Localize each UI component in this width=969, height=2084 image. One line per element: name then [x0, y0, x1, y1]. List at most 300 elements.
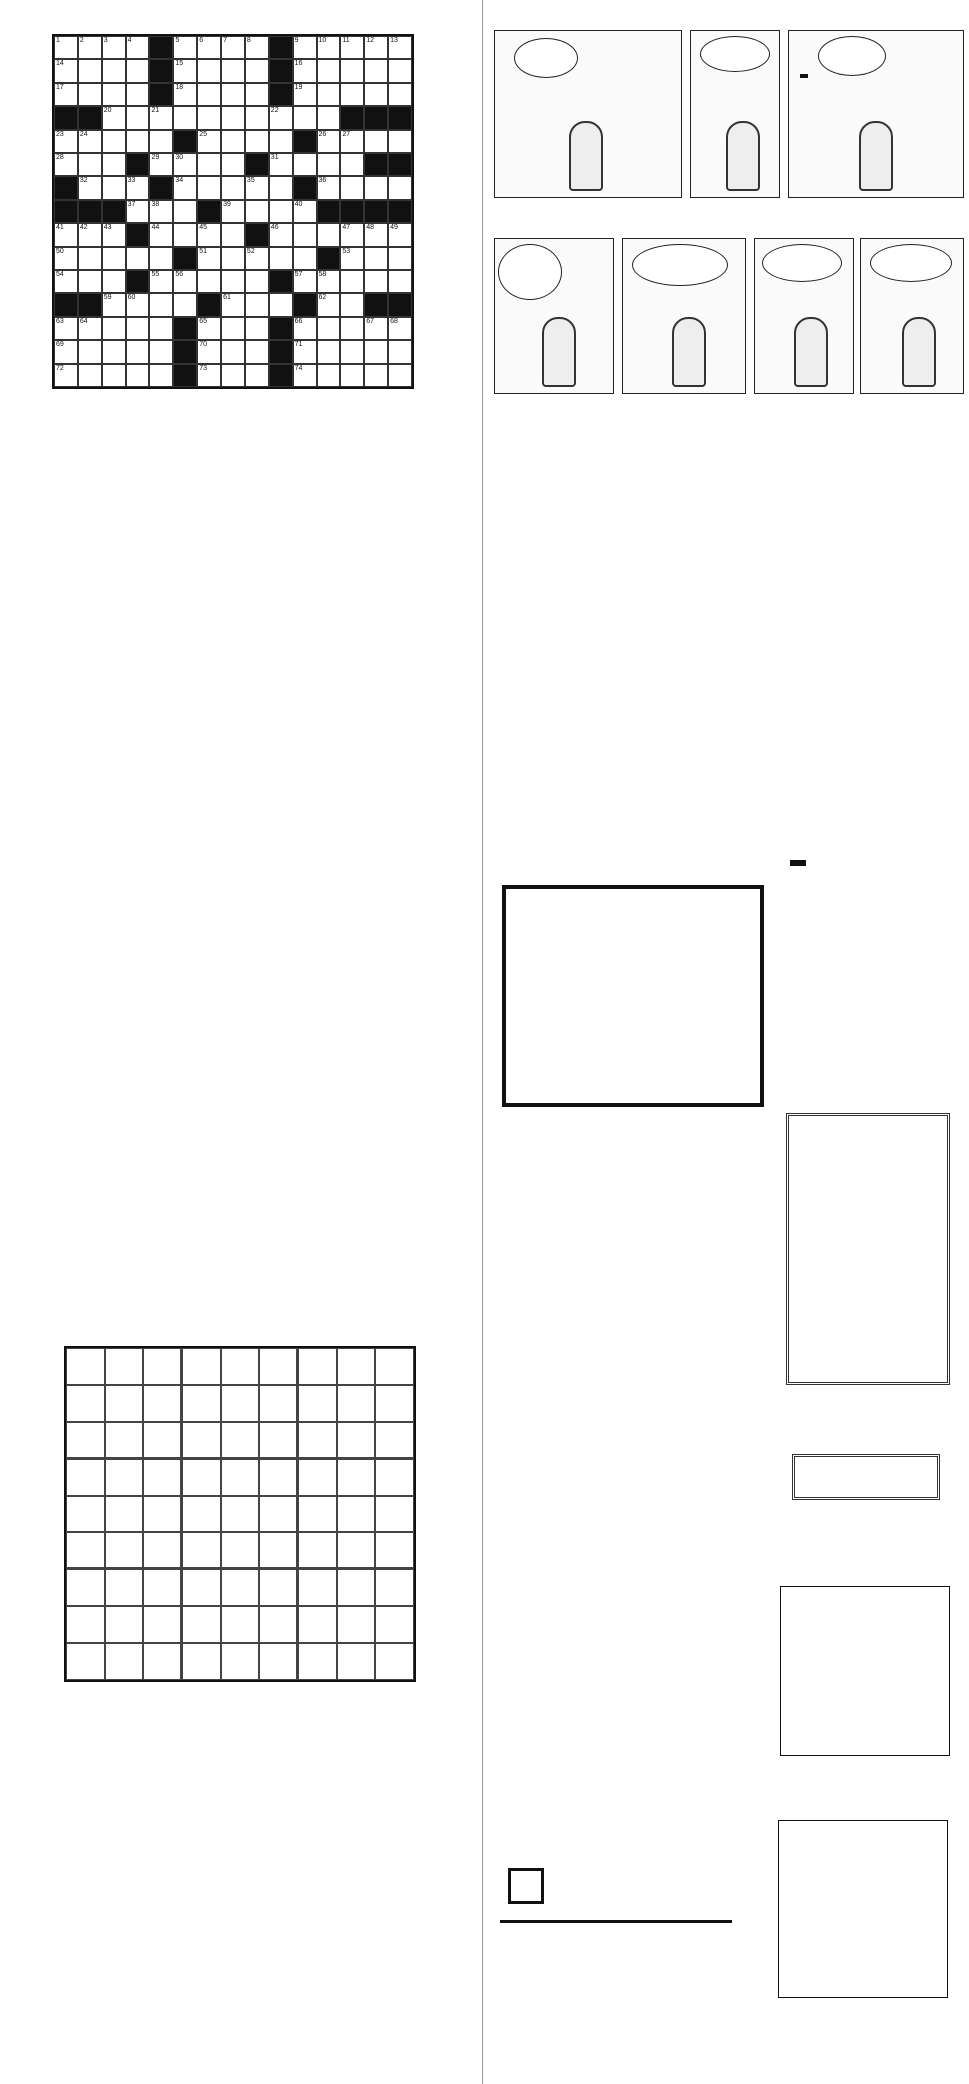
crossword-cell[interactable]	[293, 364, 317, 387]
crossword-cell[interactable]	[173, 83, 197, 106]
speech-bubble	[514, 38, 578, 78]
sudoku-cell[interactable]	[221, 1348, 260, 1385]
sudoku-cell[interactable]	[66, 1532, 105, 1569]
crossword-cell[interactable]	[340, 59, 364, 82]
crossword-cell[interactable]	[102, 340, 126, 363]
crossword-cell[interactable]	[245, 293, 269, 316]
sudoku-cell[interactable]	[221, 1496, 260, 1533]
sudoku-cell[interactable]	[259, 1569, 298, 1606]
crossword-clue-number: 62	[318, 294, 327, 302]
comic-character	[542, 317, 576, 387]
crossword-cell[interactable]	[54, 340, 78, 363]
crossword-cell[interactable]	[221, 340, 245, 363]
crossword-cell[interactable]	[293, 83, 317, 106]
comics-section	[494, 0, 964, 660]
crossword-clue-number: 22	[270, 107, 279, 115]
crossword-cell[interactable]	[54, 270, 78, 293]
crossword-cell[interactable]	[293, 317, 317, 340]
sudoku-cell[interactable]	[259, 1643, 298, 1680]
crossword-cell[interactable]	[102, 270, 126, 293]
sudoku-cell[interactable]	[298, 1643, 337, 1680]
sudoku-cell[interactable]	[143, 1385, 182, 1422]
crossword-cell[interactable]	[388, 247, 412, 270]
crossword-cell[interactable]	[173, 270, 197, 293]
crossword-cell[interactable]	[54, 83, 78, 106]
crossword-cell[interactable]	[317, 176, 341, 199]
crossword-cell[interactable]	[102, 153, 126, 176]
sudoku-cell[interactable]	[143, 1422, 182, 1459]
crossword-cell[interactable]	[245, 317, 269, 340]
crossword-cell[interactable]	[269, 153, 293, 176]
crossword-cell[interactable]	[340, 176, 364, 199]
crossword-cell[interactable]	[197, 59, 221, 82]
crossword-cell[interactable]	[197, 176, 221, 199]
sudoku-cell[interactable]	[66, 1348, 105, 1385]
crossword-cell[interactable]	[293, 223, 317, 246]
crossword-cell[interactable]	[245, 106, 269, 129]
sudoku-cell[interactable]	[182, 1496, 221, 1533]
crossword-clue-number: 33	[127, 177, 136, 185]
crossword-clue-number: 24	[79, 130, 88, 138]
crossword-cell[interactable]	[102, 317, 126, 340]
crossword-cell[interactable]	[102, 36, 126, 59]
crossword-cell[interactable]	[126, 130, 150, 153]
sudoku-cell[interactable]	[298, 1385, 337, 1422]
crossword-cell[interactable]	[317, 340, 341, 363]
crossword-cell[interactable]	[102, 364, 126, 387]
sudoku-cell[interactable]	[337, 1569, 376, 1606]
crossword-cell[interactable]	[221, 247, 245, 270]
sudoku-cell[interactable]	[375, 1496, 414, 1533]
crossword-cell[interactable]	[340, 270, 364, 293]
crossword-cell[interactable]	[221, 106, 245, 129]
sudoku-cell[interactable]	[221, 1606, 260, 1643]
crossword-cell[interactable]	[221, 59, 245, 82]
crossword-cell[interactable]	[269, 106, 293, 129]
crossword-clue-number: 10	[318, 37, 327, 44]
sudoku-cell[interactable]	[221, 1385, 260, 1422]
sudoku-cell[interactable]	[298, 1459, 337, 1496]
crossword-clue-number: 17	[56, 83, 64, 91]
crossword-cell[interactable]	[388, 364, 412, 387]
sudoku-cell[interactable]	[182, 1459, 221, 1496]
crossword-cell[interactable]	[364, 247, 388, 270]
crossword-cell[interactable]	[340, 317, 364, 340]
crossword-cell[interactable]	[245, 176, 269, 199]
crossword-cell[interactable]	[388, 83, 412, 106]
crossword-black-cell	[293, 130, 317, 153]
sudoku-cell[interactable]	[143, 1459, 182, 1496]
sudoku-cell[interactable]	[66, 1459, 105, 1496]
sudoku-cell[interactable]	[143, 1606, 182, 1643]
sudoku-cell[interactable]	[182, 1606, 221, 1643]
sudoku-cell[interactable]	[221, 1459, 260, 1496]
crossword-cell[interactable]	[126, 364, 150, 387]
crossword-cell[interactable]	[245, 247, 269, 270]
crossword-cell[interactable]	[388, 317, 412, 340]
crossword-black-cell	[54, 106, 78, 129]
crossword-cell[interactable]	[149, 247, 173, 270]
sudoku-cell[interactable]	[337, 1422, 376, 1459]
crossword-cell[interactable]	[78, 340, 102, 363]
sudoku-cell[interactable]	[143, 1569, 182, 1606]
sudoku-cell[interactable]	[105, 1385, 144, 1422]
crossword-cell[interactable]	[173, 200, 197, 223]
sudoku-cell[interactable]	[182, 1532, 221, 1569]
crossword-cell[interactable]	[197, 130, 221, 153]
sudoku-cell[interactable]	[105, 1496, 144, 1533]
crossword-cell[interactable]	[293, 36, 317, 59]
sudoku-cell[interactable]	[375, 1385, 414, 1422]
crossword-cell[interactable]	[102, 223, 126, 246]
crossword-clue-number: 14	[56, 60, 64, 68]
crossword-black-cell	[364, 293, 388, 316]
crossword-clue-number: 9	[294, 37, 299, 44]
sudoku-cell[interactable]	[66, 1569, 105, 1606]
crossword-clue-number: 47	[342, 224, 351, 232]
crossword-cell[interactable]	[317, 106, 341, 129]
crossword-cell[interactable]	[126, 247, 150, 270]
crossword-black-cell	[78, 106, 102, 129]
sudoku-cell[interactable]	[105, 1532, 144, 1569]
crossword-cell[interactable]	[364, 59, 388, 82]
crossword-cell[interactable]	[221, 200, 245, 223]
sudoku-cell[interactable]	[221, 1422, 260, 1459]
crossword-cell[interactable]	[364, 364, 388, 387]
crossword-cell[interactable]	[149, 106, 173, 129]
crossword-clue-number: 32	[79, 177, 88, 185]
crossword-cell[interactable]	[340, 83, 364, 106]
crossword-cell[interactable]	[364, 340, 388, 363]
crossword-cell[interactable]	[126, 59, 150, 82]
crossword-cell[interactable]	[221, 83, 245, 106]
crossword-cell[interactable]	[126, 83, 150, 106]
crossword-cell[interactable]	[54, 36, 78, 59]
crossword-clue-number: 66	[294, 317, 303, 325]
crossword-cell[interactable]	[149, 130, 173, 153]
crossword-cell[interactable]	[340, 247, 364, 270]
crossword-cell[interactable]	[364, 223, 388, 246]
sudoku-cell[interactable]	[259, 1496, 298, 1533]
crossword-cell[interactable]	[78, 176, 102, 199]
crossword-cell[interactable]	[317, 153, 341, 176]
crossword-cell[interactable]	[149, 364, 173, 387]
crossword-cell[interactable]	[78, 223, 102, 246]
crossword-cell[interactable]	[340, 293, 364, 316]
crossword-clue-number: 63	[56, 317, 64, 325]
crossword-cell[interactable]	[149, 153, 173, 176]
sudoku-cell[interactable]	[259, 1422, 298, 1459]
crossword-clue-number: 61	[223, 294, 231, 302]
comic-label	[800, 74, 808, 78]
crossword-cell[interactable]	[293, 153, 317, 176]
crossword-cell[interactable]	[221, 364, 245, 387]
sudoku-cell[interactable]	[143, 1532, 182, 1569]
crossword-cell[interactable]	[221, 153, 245, 176]
crossword-cell[interactable]	[269, 200, 293, 223]
crossword-cell[interactable]	[102, 293, 126, 316]
crossword-cell[interactable]	[197, 364, 221, 387]
numerograma-grid[interactable]	[786, 1113, 950, 1385]
sudoku-grid[interactable]	[64, 1346, 416, 1682]
crossword-cell[interactable]	[126, 106, 150, 129]
crossword-clue-number: 42	[79, 224, 88, 232]
sudoku-cell[interactable]	[337, 1606, 376, 1643]
crossword-cell[interactable]	[245, 200, 269, 223]
sudoku-cell[interactable]	[105, 1606, 144, 1643]
crossword-cell[interactable]	[317, 293, 341, 316]
crossword-cell[interactable]	[340, 153, 364, 176]
crossword-cell[interactable]	[149, 223, 173, 246]
sudoku-cell[interactable]	[259, 1348, 298, 1385]
crossword-cell[interactable]	[197, 106, 221, 129]
crossword-cell[interactable]	[126, 36, 150, 59]
crossword-cell[interactable]	[54, 247, 78, 270]
crossword-cell[interactable]	[197, 317, 221, 340]
sudoku-cell[interactable]	[337, 1496, 376, 1533]
crossword-grid[interactable]	[52, 34, 414, 389]
crossword-cell[interactable]	[293, 270, 317, 293]
crossword-cell[interactable]	[221, 176, 245, 199]
crossword-cell[interactable]	[317, 130, 341, 153]
crossword-cell[interactable]	[221, 36, 245, 59]
crossword-cell[interactable]	[293, 59, 317, 82]
crossword-cell[interactable]	[78, 153, 102, 176]
sudoku-cell[interactable]	[105, 1422, 144, 1459]
crossword-cell[interactable]	[149, 270, 173, 293]
crossword-cell[interactable]	[221, 293, 245, 316]
crossword-cell[interactable]	[317, 83, 341, 106]
sudoku-cell[interactable]	[66, 1606, 105, 1643]
crossword-cell[interactable]	[197, 270, 221, 293]
crossword-cell[interactable]	[388, 36, 412, 59]
crossword-cell[interactable]	[293, 247, 317, 270]
sudoku-cell[interactable]	[143, 1496, 182, 1533]
crossword-cell[interactable]	[78, 36, 102, 59]
crossword-cell[interactable]	[317, 59, 341, 82]
sudoku-cell[interactable]	[298, 1348, 337, 1385]
crossword-cell[interactable]	[340, 364, 364, 387]
sudoku-cell[interactable]	[105, 1643, 144, 1680]
sudoku-cell[interactable]	[337, 1385, 376, 1422]
crossword-cell[interactable]	[54, 153, 78, 176]
crossword-cell[interactable]	[269, 176, 293, 199]
crossword-cell[interactable]	[54, 59, 78, 82]
crossword-black-cell	[126, 223, 150, 246]
crossword-cell[interactable]	[54, 223, 78, 246]
crossword-black-cell	[269, 59, 293, 82]
crossword-cell[interactable]	[78, 364, 102, 387]
sudoku-cell[interactable]	[298, 1496, 337, 1533]
crossword-cell[interactable]	[197, 36, 221, 59]
crossword-black-cell	[126, 270, 150, 293]
crossword-cell[interactable]	[173, 176, 197, 199]
sudoku-cell[interactable]	[259, 1459, 298, 1496]
crossword-cell[interactable]	[197, 340, 221, 363]
crossword-cell[interactable]	[221, 270, 245, 293]
sudoku-cell[interactable]	[182, 1569, 221, 1606]
crossword-cell[interactable]	[173, 153, 197, 176]
sudoku-cell[interactable]	[182, 1422, 221, 1459]
sudoku-cell[interactable]	[221, 1643, 260, 1680]
crossword-cell[interactable]	[197, 247, 221, 270]
sudoku-cell[interactable]	[375, 1569, 414, 1606]
crossword-cell[interactable]	[221, 130, 245, 153]
crossword-cell[interactable]	[149, 317, 173, 340]
sudoku-cell[interactable]	[182, 1385, 221, 1422]
crossword-cell[interactable]	[245, 59, 269, 82]
crossword-cell[interactable]	[78, 130, 102, 153]
crossword-cell[interactable]	[173, 106, 197, 129]
crossword-cell[interactable]	[317, 364, 341, 387]
crossword-cell[interactable]	[221, 317, 245, 340]
crossword-cell[interactable]	[388, 223, 412, 246]
crossword-cell[interactable]	[78, 83, 102, 106]
crossword-cell[interactable]	[364, 83, 388, 106]
crossword-cell[interactable]	[293, 106, 317, 129]
crossword-black-cell	[54, 293, 78, 316]
crossword-cell[interactable]	[197, 83, 221, 106]
crossword-cell[interactable]	[221, 223, 245, 246]
crossword-cell[interactable]	[364, 317, 388, 340]
sudoku-cell[interactable]	[105, 1459, 144, 1496]
sudoku-cell[interactable]	[375, 1532, 414, 1569]
crossword-cell[interactable]	[78, 270, 102, 293]
sudoku-cell[interactable]	[375, 1422, 414, 1459]
crossword-cell[interactable]	[173, 59, 197, 82]
crossword-cell[interactable]	[102, 176, 126, 199]
crossword-cell[interactable]	[340, 340, 364, 363]
crossword-cell[interactable]	[102, 106, 126, 129]
sudoku-cell[interactable]	[337, 1532, 376, 1569]
crossword-cell[interactable]	[173, 223, 197, 246]
crossword-cell[interactable]	[364, 270, 388, 293]
sudoku-cell[interactable]	[337, 1459, 376, 1496]
crossword-cell[interactable]	[102, 247, 126, 270]
crossword-cell[interactable]	[269, 247, 293, 270]
crossword-cell[interactable]	[245, 36, 269, 59]
crossword-cell[interactable]	[54, 130, 78, 153]
crossword-cell[interactable]	[388, 59, 412, 82]
crossword-cell[interactable]	[269, 223, 293, 246]
crossword-cell[interactable]	[126, 340, 150, 363]
sudoku-cell[interactable]	[143, 1643, 182, 1680]
sudoku-cell[interactable]	[66, 1643, 105, 1680]
crossword-cell[interactable]	[293, 340, 317, 363]
plus-sign	[508, 1868, 544, 1904]
sudoku-cell[interactable]	[182, 1643, 221, 1680]
crossword-cell[interactable]	[364, 176, 388, 199]
crossword-cell[interactable]	[245, 83, 269, 106]
crossword-clue-number: 60	[127, 294, 136, 302]
crossword-cell[interactable]	[197, 153, 221, 176]
crossword-cell[interactable]	[126, 200, 150, 223]
crossword-cell[interactable]	[197, 223, 221, 246]
crossword-cell[interactable]	[388, 270, 412, 293]
sudoku-cell[interactable]	[259, 1385, 298, 1422]
sudoku-cell[interactable]	[221, 1532, 260, 1569]
sudoku-cell[interactable]	[66, 1422, 105, 1459]
crossword-cell[interactable]	[78, 317, 102, 340]
sudoku-cell[interactable]	[375, 1643, 414, 1680]
sudoku-cell[interactable]	[259, 1606, 298, 1643]
crossword-cell[interactable]	[245, 270, 269, 293]
sudoku-cell[interactable]	[259, 1532, 298, 1569]
crossword-cell[interactable]	[126, 317, 150, 340]
crossword-cell[interactable]	[54, 364, 78, 387]
crossword-cell[interactable]	[54, 317, 78, 340]
crossword-cell[interactable]	[173, 293, 197, 316]
sudoku-cell[interactable]	[66, 1385, 105, 1422]
crossword-cell[interactable]	[293, 200, 317, 223]
wordsearch-box[interactable]	[502, 885, 764, 1107]
crossword-black-cell	[173, 130, 197, 153]
crossword-cell[interactable]	[149, 293, 173, 316]
sudoku-cell[interactable]	[182, 1348, 221, 1385]
crossword-cell[interactable]	[102, 83, 126, 106]
sudoku-cell[interactable]	[375, 1348, 414, 1385]
crossword-cell[interactable]	[340, 223, 364, 246]
crossword-cell[interactable]	[340, 36, 364, 59]
crossword-cell[interactable]	[317, 317, 341, 340]
sudoku-cell[interactable]	[375, 1606, 414, 1643]
crossword-cell[interactable]	[126, 293, 150, 316]
sudoku-cell[interactable]	[105, 1348, 144, 1385]
crossword-cell[interactable]	[149, 200, 173, 223]
crossword-cell[interactable]	[317, 270, 341, 293]
crossword-cell[interactable]	[269, 293, 293, 316]
crossword-clue-number: 12	[366, 37, 375, 44]
crossword-cell[interactable]	[364, 130, 388, 153]
crossword-cell[interactable]	[388, 340, 412, 363]
sudoku-cell[interactable]	[337, 1348, 376, 1385]
crossword-cell[interactable]	[269, 130, 293, 153]
sudoku-cell[interactable]	[298, 1606, 337, 1643]
crossword-cell[interactable]	[102, 59, 126, 82]
crossword-cell[interactable]	[388, 176, 412, 199]
sudoku-cell[interactable]	[143, 1348, 182, 1385]
sudoku-cell[interactable]	[298, 1422, 337, 1459]
crossword-clue-number: 45	[199, 224, 207, 232]
crossword-black-cell	[78, 200, 102, 223]
crossword-cell[interactable]	[245, 364, 269, 387]
crossword-cell[interactable]	[388, 130, 412, 153]
sudoku-cell[interactable]	[221, 1569, 260, 1606]
crossword-cell[interactable]	[78, 247, 102, 270]
crossword-cell[interactable]	[126, 176, 150, 199]
sudoku-cell[interactable]	[66, 1496, 105, 1533]
crossword-black-cell	[173, 364, 197, 387]
crossword-cell[interactable]	[245, 340, 269, 363]
crossword-cell[interactable]	[317, 36, 341, 59]
crossword-cell[interactable]	[173, 36, 197, 59]
crossword-cell[interactable]	[364, 36, 388, 59]
sudoku-cell[interactable]	[337, 1643, 376, 1680]
crossword-cell[interactable]	[149, 340, 173, 363]
crossword-black-cell	[269, 83, 293, 106]
crossword-cell[interactable]	[78, 59, 102, 82]
crossword-cell[interactable]	[245, 130, 269, 153]
crossword-clue-number: 70	[199, 341, 207, 349]
sudoku-cell[interactable]	[298, 1532, 337, 1569]
sudoku-cell[interactable]	[105, 1569, 144, 1606]
crossword-cell[interactable]	[102, 130, 126, 153]
crossword-cell[interactable]	[317, 223, 341, 246]
sudoku-cell[interactable]	[298, 1569, 337, 1606]
sudoku-cell[interactable]	[375, 1459, 414, 1496]
crossword-cell[interactable]	[340, 130, 364, 153]
crossword-clue-number: 36	[318, 177, 327, 185]
